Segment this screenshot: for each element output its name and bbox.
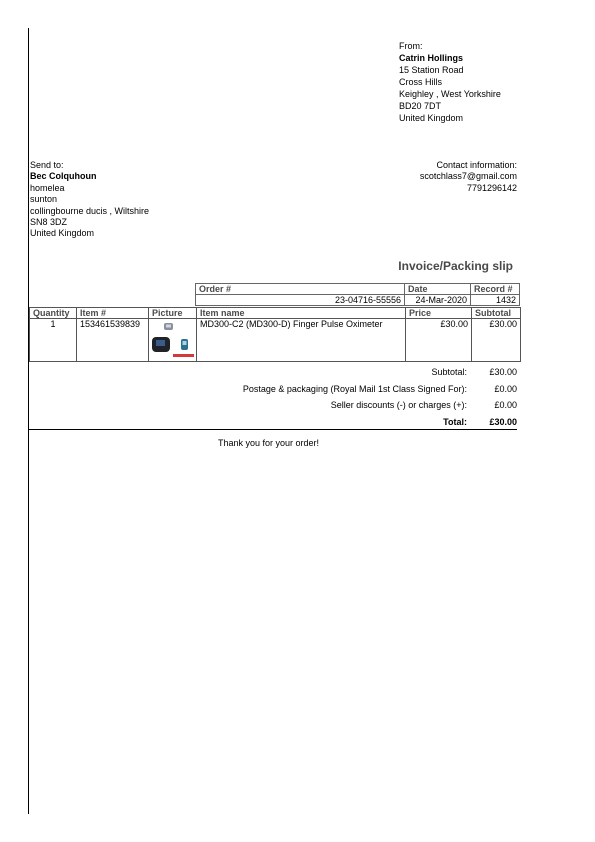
subtotal-cell: £30.00 [472, 319, 521, 362]
order-info-table [195, 283, 520, 306]
order-number-value: 23-04716-55556 [196, 295, 405, 306]
document-title: Invoice/Packing slip [398, 259, 513, 273]
item-number-cell: 153461539839 [77, 319, 149, 362]
contact-phone: 7791296142 [466, 182, 517, 193]
send-to-address-line: United Kingdom [30, 228, 95, 239]
record-number-value: 1432 [471, 295, 520, 306]
left-margin-rule [28, 28, 29, 814]
send-to-address-line: homelea [30, 182, 65, 193]
date-value: 24-Mar-2020 [405, 295, 471, 306]
product-thumbnail-image [149, 319, 195, 359]
contact-block [420, 160, 517, 194]
item-name-cell: MD300-C2 (MD300-D) Finger Pulse Oximeter [197, 319, 406, 362]
from-address-line: BD20 7DT [399, 101, 442, 111]
from-address-line: United Kingdom [399, 113, 464, 123]
footer-divider [29, 429, 517, 430]
picture-header: Picture [149, 308, 197, 319]
from-name: Catrin Hollings [399, 53, 464, 63]
send-to-address-line: SN8 3DZ [30, 217, 68, 228]
price-cell: £30.00 [406, 319, 472, 362]
subtotal-header: Subtotal [472, 308, 521, 319]
total-value: £30.00 [489, 416, 517, 427]
quantity-header: Quantity [30, 308, 77, 319]
postage-label: Postage & packaging (Royal Mail 1st Class Signed For): [242, 383, 467, 394]
items-table [29, 307, 521, 362]
discounts-value: £0.00 [494, 400, 517, 410]
from-address-line: Cross Hills [399, 77, 443, 87]
send-to-name: Bec Colquhoun [30, 171, 97, 182]
send-to-block [30, 160, 149, 240]
thank-you-message: Thank you for your order! [218, 438, 320, 448]
subtotal-value: £30.00 [489, 367, 517, 377]
item-name-header: Item name [197, 308, 406, 319]
subtotal-label: Subtotal: [431, 367, 467, 377]
contact-email: scotchlass7@gmail.com [419, 171, 517, 182]
picture-cell [149, 319, 197, 362]
table-row [30, 319, 521, 362]
totals-table [243, 364, 517, 430]
send-to-address-line: collingbourne ducis , Wiltshire [30, 205, 150, 216]
send-to-label: Send to: [30, 160, 64, 170]
order-number-header: Order # [196, 284, 405, 295]
from-address-line: 15 Station Road [399, 65, 464, 75]
from-block [399, 40, 501, 124]
date-header: Date [405, 284, 471, 295]
total-label: Total: [443, 416, 467, 427]
from-label: From: [399, 41, 423, 51]
postage-value: £0.00 [494, 383, 517, 394]
record-number-header: Record # [471, 284, 520, 295]
from-address-line: Keighley , West Yorkshire [399, 89, 501, 99]
send-to-address-line: sunton [30, 194, 58, 205]
contact-label: Contact information: [436, 160, 517, 170]
quantity-cell: 1 [30, 319, 77, 362]
discounts-label: Seller discounts (-) or charges (+): [330, 400, 467, 410]
item-number-header: Item # [77, 308, 149, 319]
price-header: Price [406, 308, 472, 319]
